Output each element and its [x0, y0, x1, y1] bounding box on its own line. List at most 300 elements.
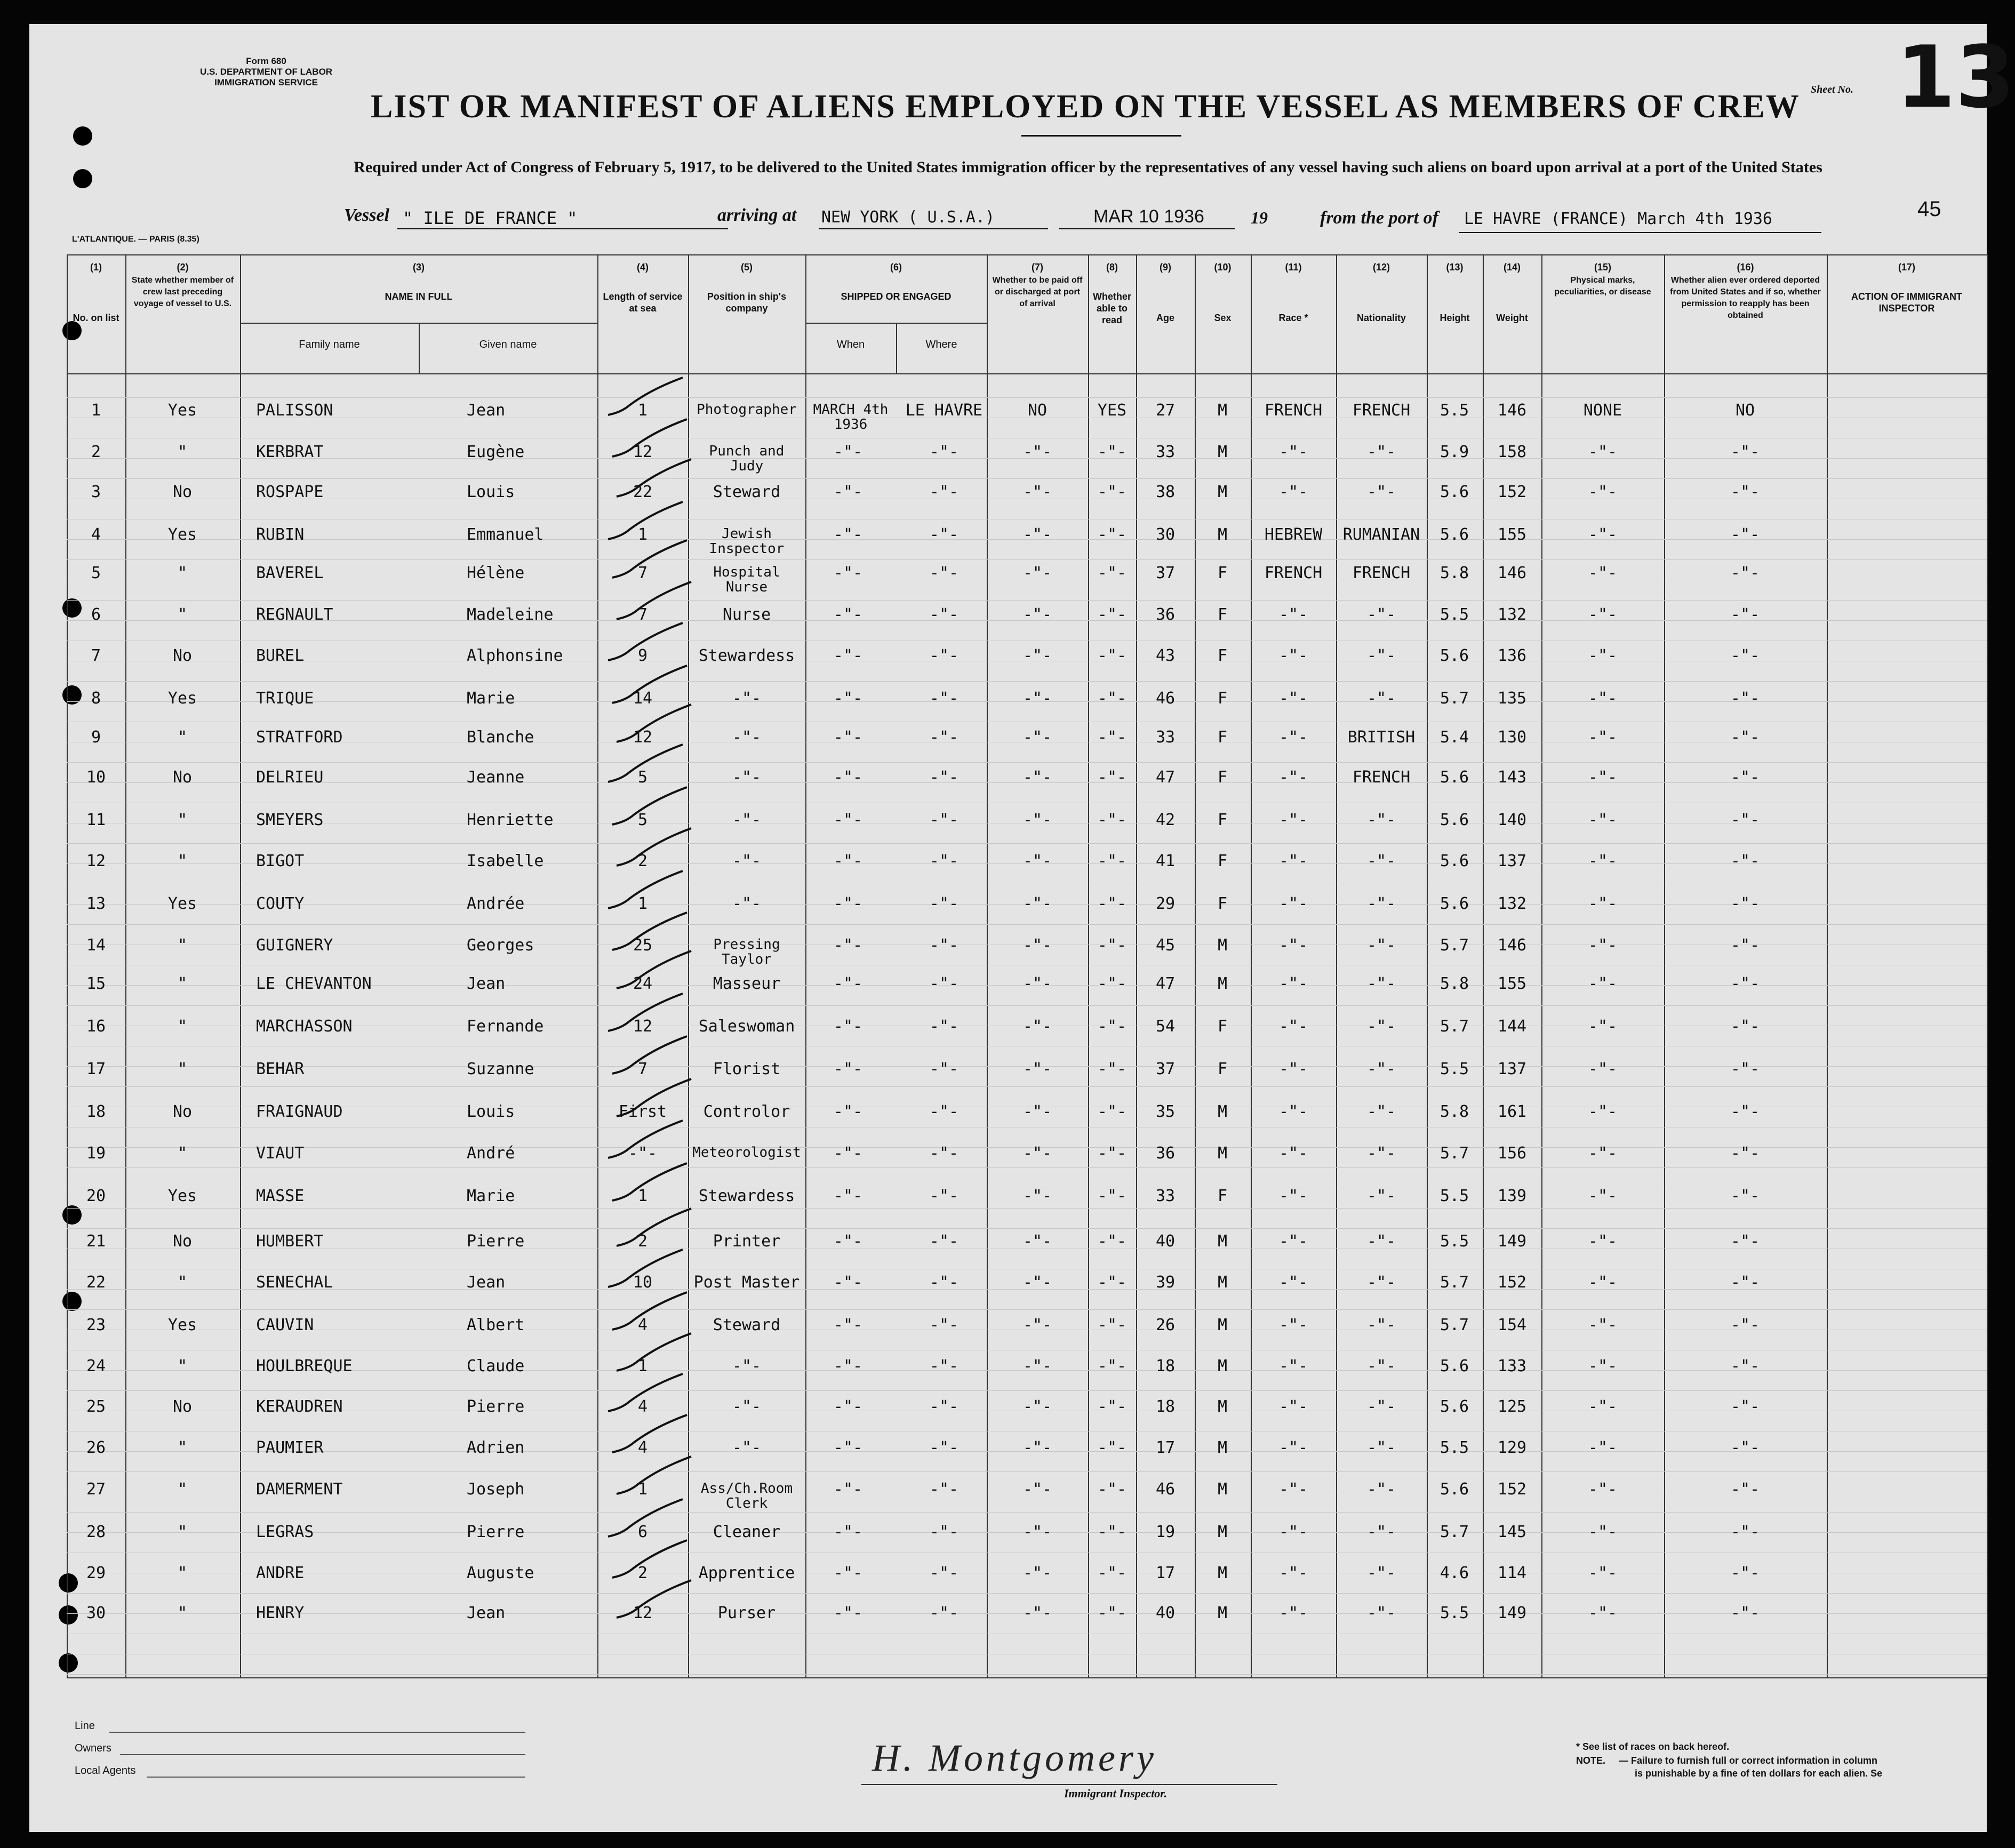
- cell-no: 14: [86, 936, 106, 955]
- arriving-port: NEW YORK ( U.S.A.): [821, 208, 995, 227]
- cell-paid: -"-: [1022, 1564, 1052, 1582]
- cell-when: -"-: [833, 1438, 863, 1457]
- cell-read: -"-: [1097, 1397, 1127, 1416]
- cell-no: 25: [86, 1397, 106, 1416]
- cell-prev: ": [177, 1438, 188, 1457]
- column-number: (16): [1737, 262, 1754, 273]
- cell-family: GUIGNERY: [256, 936, 333, 955]
- cell-given: Adrien: [467, 1438, 525, 1457]
- from-label: from the port of: [1320, 208, 1438, 228]
- cell-marks: -"-: [1588, 1017, 1618, 1036]
- cell-weight: 140: [1497, 811, 1527, 829]
- column-number: (2): [177, 262, 189, 273]
- cell-marks: -"-: [1588, 1523, 1618, 1541]
- cell-position: Jewish Inspector: [709, 526, 785, 557]
- cell-service: 2: [637, 852, 648, 870]
- sheet-number: 13: [1896, 27, 2015, 127]
- cell-prev: No: [172, 1397, 193, 1416]
- cell-race: -"-: [1278, 1438, 1308, 1457]
- cell-sex: M: [1217, 1316, 1228, 1334]
- cell-sex: F: [1217, 689, 1228, 708]
- cell-where: -"-: [929, 1480, 959, 1499]
- cell-no: 13: [86, 894, 106, 913]
- cell-race: FRENCH: [1264, 401, 1323, 420]
- cell-paid: NO: [1027, 401, 1048, 420]
- cell-where: -"-: [929, 443, 959, 461]
- cell-deported: -"-: [1730, 443, 1760, 461]
- cell-prev: Yes: [167, 894, 197, 913]
- cell-race: -"-: [1278, 811, 1308, 829]
- tally-marks: [29, 24, 1987, 1832]
- column-label: Whether alien ever ordered deported from United States and if so, whether permission to reapply has been obtained: [1670, 276, 1821, 320]
- cell-nat: -"-: [1366, 646, 1396, 665]
- cell-age: 35: [1155, 1102, 1176, 1121]
- cell-position: Pressing Taylor: [713, 937, 780, 967]
- cell-race: -"-: [1278, 483, 1308, 501]
- cell-paid: -"-: [1022, 1102, 1052, 1121]
- cell-nat: -"-: [1366, 894, 1396, 913]
- cell-prev: ": [177, 564, 188, 582]
- cell-read: -"-: [1097, 1357, 1127, 1375]
- cell-when: -"-: [833, 525, 863, 544]
- cell-weight: 137: [1497, 852, 1527, 870]
- cell-family: KERBRAT: [256, 443, 324, 461]
- cell-race: -"-: [1278, 689, 1308, 708]
- cell-when: -"-: [833, 1273, 863, 1292]
- cell-deported: -"-: [1730, 525, 1760, 544]
- cell-paid: -"-: [1022, 1187, 1052, 1205]
- service: IMMIGRATION SERVICE: [214, 77, 318, 87]
- cell-race: -"-: [1278, 1357, 1308, 1375]
- cell-read: -"-: [1097, 646, 1127, 665]
- cell-service: 4: [637, 1316, 648, 1334]
- tally-stroke: [617, 828, 691, 866]
- cell-no: 6: [91, 605, 101, 624]
- cell-given: Isabelle: [467, 852, 544, 870]
- cell-where: -"-: [929, 564, 959, 582]
- cell-nat: -"-: [1366, 1102, 1396, 1121]
- cell-no: 19: [86, 1144, 106, 1163]
- cell-sex: F: [1217, 768, 1228, 787]
- cell-position: Post Master: [693, 1273, 800, 1292]
- cell-service: 7: [637, 1060, 648, 1078]
- cell-where: -"-: [929, 811, 959, 829]
- cell-when: -"-: [833, 1144, 863, 1163]
- cell-weight: 161: [1497, 1102, 1527, 1121]
- cell-weight: 156: [1497, 1144, 1527, 1163]
- subheader-family: Family name: [299, 339, 360, 350]
- cell-deported: -"-: [1730, 1397, 1760, 1416]
- cell-given: Suzanne: [467, 1060, 534, 1078]
- cell-prev: ": [177, 1144, 188, 1163]
- cell-read: -"-: [1097, 974, 1127, 993]
- cell-height: 5.7: [1440, 1316, 1469, 1334]
- cell-nat: -"-: [1366, 1523, 1396, 1541]
- cell-position: Punch and Judy: [709, 443, 785, 474]
- column-label: Height: [1440, 313, 1470, 323]
- cell-given: Louis: [467, 1102, 515, 1121]
- cell-sex: M: [1217, 525, 1228, 544]
- arriving-label: arriving at: [717, 205, 797, 225]
- cell-read: -"-: [1097, 1232, 1127, 1251]
- cell-prev: Yes: [167, 1187, 197, 1205]
- cell-family: PALISSON: [256, 401, 333, 420]
- cell-paid: -"-: [1022, 1316, 1052, 1334]
- cell-age: 40: [1155, 1232, 1176, 1251]
- cell-where: -"-: [929, 852, 959, 870]
- cell-nat: -"-: [1366, 1397, 1396, 1416]
- column-label: Race *: [1278, 313, 1308, 323]
- cell-weight: 145: [1497, 1523, 1527, 1541]
- cell-nat: -"-: [1366, 1187, 1396, 1205]
- cell-read: -"-: [1097, 689, 1127, 708]
- cell-where: -"-: [929, 728, 959, 747]
- cell-when: -"-: [833, 1316, 863, 1334]
- tally-stroke: [617, 1457, 691, 1494]
- cell-sex: F: [1217, 1017, 1228, 1036]
- cell-deported: -"-: [1730, 689, 1760, 708]
- cell-when: -"-: [833, 768, 863, 787]
- cell-service: 1: [637, 1187, 648, 1205]
- cell-prev: Yes: [167, 525, 197, 544]
- cell-family: FRAIGNAUD: [256, 1102, 343, 1121]
- tally-stroke: [612, 787, 687, 825]
- cell-nat: -"-: [1366, 974, 1396, 993]
- cell-weight: 155: [1497, 974, 1527, 993]
- cell-where: -"-: [929, 646, 959, 665]
- cell-deported: -"-: [1730, 728, 1760, 747]
- cell-no: 24: [86, 1357, 106, 1375]
- cell-service: 4: [637, 1438, 648, 1457]
- cell-family: RUBIN: [256, 525, 305, 544]
- cell-paid: -"-: [1022, 1438, 1052, 1457]
- cell-nat: -"-: [1366, 1273, 1396, 1292]
- cell-no: 8: [91, 689, 101, 708]
- cell-nat: -"-: [1366, 1060, 1396, 1078]
- cell-age: 17: [1155, 1564, 1176, 1582]
- cell-paid: -"-: [1022, 646, 1052, 665]
- cell-sex: M: [1217, 936, 1228, 955]
- cell-when: -"-: [833, 1060, 863, 1078]
- column-number: (9): [1160, 262, 1171, 273]
- cell-where: -"-: [929, 1397, 959, 1416]
- cell-nat: RUMANIAN: [1342, 525, 1420, 544]
- cell-marks: -"-: [1588, 689, 1618, 708]
- cell-service: 2: [637, 1232, 648, 1251]
- cell-marks: -"-: [1588, 894, 1618, 913]
- cell-marks: -"-: [1588, 1316, 1618, 1334]
- cell-height: 5.5: [1440, 1060, 1469, 1078]
- cell-paid: -"-: [1022, 1060, 1052, 1078]
- cell-given: Andrée: [467, 894, 525, 913]
- cell-weight: 135: [1497, 689, 1527, 708]
- column-label: Nationality: [1356, 313, 1406, 323]
- cell-read: -"-: [1097, 525, 1127, 544]
- tally-stroke: [617, 1580, 691, 1618]
- cell-race: -"-: [1278, 605, 1308, 624]
- page-mark: 45: [1917, 197, 1941, 221]
- cell-position: -"-: [732, 768, 762, 787]
- printer-mark: L'ATLANTIQUE. — PARIS (8.35): [72, 235, 199, 244]
- cell-position: Stewardess: [698, 646, 795, 665]
- cell-when: -"-: [833, 1102, 863, 1121]
- cell-given: Pierre: [467, 1397, 525, 1416]
- cell-read: -"-: [1097, 852, 1127, 870]
- tally-stroke: [617, 1333, 691, 1371]
- cell-height: 5.7: [1440, 1144, 1469, 1163]
- cell-marks: -"-: [1588, 525, 1618, 544]
- cell-paid: -"-: [1022, 1604, 1052, 1622]
- cell-given: Pierre: [467, 1232, 525, 1251]
- cell-height: 5.5: [1440, 605, 1469, 624]
- cell-race: -"-: [1278, 1060, 1308, 1078]
- cell-age: 18: [1155, 1357, 1176, 1375]
- cell-family: SMEYERS: [256, 811, 324, 829]
- column-number: (10): [1214, 262, 1232, 273]
- cell-given: Claude: [467, 1357, 525, 1375]
- cell-age: 19: [1155, 1523, 1176, 1541]
- tally-stroke: [617, 1209, 691, 1246]
- cell-read: -"-: [1097, 936, 1127, 955]
- cell-read: -"-: [1097, 811, 1127, 829]
- cell-nat: -"-: [1366, 605, 1396, 624]
- cell-given: Jeanne: [467, 768, 525, 787]
- cell-service: 12: [633, 728, 653, 747]
- cell-deported: -"-: [1730, 564, 1760, 582]
- cell-where: -"-: [929, 974, 959, 993]
- cell-height: 5.5: [1440, 1438, 1469, 1457]
- cell-age: 42: [1155, 811, 1176, 829]
- cell-position: -"-: [732, 894, 762, 913]
- sheet-label: Sheet No.: [1811, 84, 1853, 95]
- cell-where: -"-: [929, 1438, 959, 1457]
- cell-sex: F: [1217, 811, 1228, 829]
- cell-height: 5.8: [1440, 1102, 1469, 1121]
- tally-stroke: [612, 913, 687, 950]
- cell-race: -"-: [1278, 646, 1308, 665]
- cell-age: 26: [1155, 1316, 1176, 1334]
- cell-age: 33: [1155, 728, 1176, 747]
- cell-nat: -"-: [1366, 1232, 1396, 1251]
- cell-sex: F: [1217, 894, 1228, 913]
- cell-sex: F: [1217, 852, 1228, 870]
- cell-race: -"-: [1278, 1397, 1308, 1416]
- cell-marks: -"-: [1588, 1060, 1618, 1078]
- cell-deported: NO: [1735, 401, 1755, 420]
- cell-when: -"-: [833, 1564, 863, 1582]
- races-note: * See list of races on back hereof.: [1576, 1741, 1730, 1752]
- cell-service: 12: [633, 1017, 653, 1036]
- cell-no: 9: [91, 728, 101, 747]
- column-label: Weight: [1496, 313, 1528, 323]
- cell-race: -"-: [1278, 1564, 1308, 1582]
- cell-service: 1: [637, 525, 648, 544]
- cell-read: -"-: [1097, 1017, 1127, 1036]
- cell-race: -"-: [1278, 1273, 1308, 1292]
- cell-position: -"-: [732, 728, 762, 747]
- cell-height: 5.6: [1440, 646, 1469, 665]
- tally-stroke: [612, 540, 687, 578]
- cell-where: -"-: [929, 483, 959, 501]
- cell-sex: M: [1217, 1144, 1228, 1163]
- cell-paid: -"-: [1022, 1232, 1052, 1251]
- cell-prev: ": [177, 1604, 188, 1622]
- cell-position: Cleaner: [713, 1523, 781, 1541]
- cell-marks: -"-: [1588, 1273, 1618, 1292]
- cell-service: 5: [637, 811, 648, 829]
- cell-weight: 155: [1497, 525, 1527, 544]
- cell-given: Emmanuel: [467, 525, 544, 544]
- cell-given: Blanche: [467, 728, 534, 747]
- cell-age: 30: [1155, 525, 1176, 544]
- cell-height: 5.6: [1440, 1480, 1469, 1499]
- cell-nat: -"-: [1366, 1144, 1396, 1163]
- cell-deported: -"-: [1730, 936, 1760, 955]
- cell-deported: -"-: [1730, 1060, 1760, 1078]
- cell-deported: -"-: [1730, 1523, 1760, 1541]
- cell-where: -"-: [929, 1357, 959, 1375]
- column-number: (6): [890, 262, 902, 273]
- cell-age: 43: [1155, 646, 1176, 665]
- cell-when: -"-: [833, 1017, 863, 1036]
- cell-race: FRENCH: [1264, 564, 1323, 582]
- manifest-sheet: [29, 24, 2015, 1832]
- cell-position: Purser: [717, 1604, 776, 1622]
- cell-family: TRIQUE: [256, 689, 314, 708]
- cell-when: -"-: [833, 811, 863, 829]
- cell-given: Jean: [467, 401, 506, 420]
- cell-service: 7: [637, 564, 648, 582]
- cell-family: BAVEREL: [256, 564, 324, 582]
- cell-service: 7: [637, 605, 648, 624]
- column-number: (8): [1106, 262, 1118, 273]
- column-label: NAME IN FULL: [385, 291, 453, 302]
- cell-height: 5.7: [1440, 1273, 1469, 1292]
- cell-service: 1: [637, 894, 648, 913]
- cell-family: BUREL: [256, 646, 305, 665]
- cell-paid: -"-: [1022, 689, 1052, 708]
- cell-marks: -"-: [1588, 1438, 1618, 1457]
- cell-prev: No: [172, 483, 193, 501]
- cell-nat: -"-: [1366, 1316, 1396, 1334]
- column-label: Sex: [1214, 313, 1232, 323]
- cell-weight: 139: [1497, 1187, 1527, 1205]
- cell-marks: -"-: [1588, 1357, 1618, 1375]
- cell-marks: -"-: [1588, 1480, 1618, 1499]
- cell-where: -"-: [929, 525, 959, 544]
- cell-nat: FRENCH: [1352, 564, 1411, 582]
- cell-marks: -"-: [1588, 728, 1618, 747]
- cell-service: 1: [637, 401, 648, 420]
- tally-stroke: [608, 1250, 683, 1287]
- column-number: (3): [413, 262, 425, 273]
- cell-marks: -"-: [1588, 1232, 1618, 1251]
- cell-prev: Yes: [167, 689, 197, 708]
- cell-position: -"-: [732, 1438, 762, 1457]
- cell-race: -"-: [1278, 1523, 1308, 1541]
- cell-sex: M: [1217, 1480, 1228, 1499]
- cell-when: -"-: [833, 1187, 863, 1205]
- cell-marks: -"-: [1588, 605, 1618, 624]
- cell-marks: -"-: [1588, 811, 1618, 829]
- cell-deported: -"-: [1730, 894, 1760, 913]
- column-number: (7): [1032, 262, 1043, 273]
- cell-service: 6: [637, 1523, 648, 1541]
- cell-prev: ": [177, 1523, 188, 1541]
- cell-height: 5.6: [1440, 1357, 1469, 1375]
- department: U.S. DEPARTMENT OF LABOR: [200, 67, 333, 77]
- cell-nat: -"-: [1366, 689, 1396, 708]
- cell-given: Eugène: [467, 443, 525, 461]
- cell-prev: ": [177, 1060, 188, 1078]
- cell-when: -"-: [833, 1604, 863, 1622]
- cell-no: 7: [91, 646, 101, 665]
- cell-where: -"-: [929, 1102, 959, 1121]
- cell-no: 20: [86, 1187, 106, 1205]
- cell-weight: 132: [1497, 894, 1527, 913]
- vessel-label: Vessel: [344, 205, 389, 225]
- cell-nat: -"-: [1366, 1357, 1396, 1375]
- cell-sex: M: [1217, 1102, 1228, 1121]
- cell-when: -"-: [833, 974, 863, 993]
- cell-nat: -"-: [1366, 443, 1396, 461]
- cell-read: -"-: [1097, 1060, 1127, 1078]
- column-number: (11): [1285, 262, 1302, 273]
- subtitle: Required under Act of Congress of February 5, 1917, to be delivered to the United States immigration officer by the representatives of any vessel having such aliens on board upon arrival at a port of the United States: [354, 158, 1822, 176]
- cell-family: BIGOT: [256, 852, 305, 870]
- cell-nat: -"-: [1366, 1017, 1396, 1036]
- cell-weight: 146: [1497, 401, 1527, 420]
- cell-service: 1: [637, 1480, 648, 1499]
- column-label: No. on list: [73, 313, 119, 323]
- cell-read: -"-: [1097, 1187, 1127, 1205]
- cell-height: 5.6: [1440, 894, 1469, 913]
- cell-paid: -"-: [1022, 768, 1052, 787]
- cell-age: 27: [1155, 401, 1176, 420]
- cell-nat: FRENCH: [1352, 768, 1411, 787]
- cell-service: 10: [633, 1273, 653, 1292]
- cell-prev: ": [177, 974, 188, 993]
- cell-service: 2: [637, 1564, 648, 1582]
- cell-no: 21: [86, 1232, 106, 1251]
- column-label: Length of service at sea: [603, 291, 683, 314]
- cell-position: Printer: [713, 1232, 781, 1251]
- cell-where: -"-: [929, 894, 959, 913]
- cell-sex: F: [1217, 564, 1228, 582]
- cell-deported: -"-: [1730, 1604, 1760, 1622]
- cell-given: Alphonsine: [467, 646, 563, 665]
- year-label: 19: [1251, 208, 1268, 227]
- cell-family: REGNAULT: [256, 605, 333, 624]
- cell-sex: F: [1217, 646, 1228, 665]
- cell-sex: F: [1217, 728, 1228, 747]
- tally-stroke: [617, 1079, 691, 1116]
- cell-weight: 137: [1497, 1060, 1527, 1078]
- cell-no: 30: [86, 1604, 106, 1622]
- cell-no: 26: [86, 1438, 106, 1457]
- cell-marks: -"-: [1588, 1102, 1618, 1121]
- cell-height: 5.6: [1440, 483, 1469, 501]
- cell-age: 46: [1155, 1480, 1176, 1499]
- tally-stroke: [608, 994, 683, 1031]
- cell-nat: -"-: [1366, 811, 1396, 829]
- cell-prev: ": [177, 1273, 188, 1292]
- cell-marks: -"-: [1588, 768, 1618, 787]
- tally-stroke: [612, 1036, 687, 1074]
- cell-family: DAMERMENT: [256, 1480, 343, 1499]
- vessel-name: " ILE DE FRANCE ": [403, 208, 578, 228]
- cell-sex: M: [1217, 1357, 1228, 1375]
